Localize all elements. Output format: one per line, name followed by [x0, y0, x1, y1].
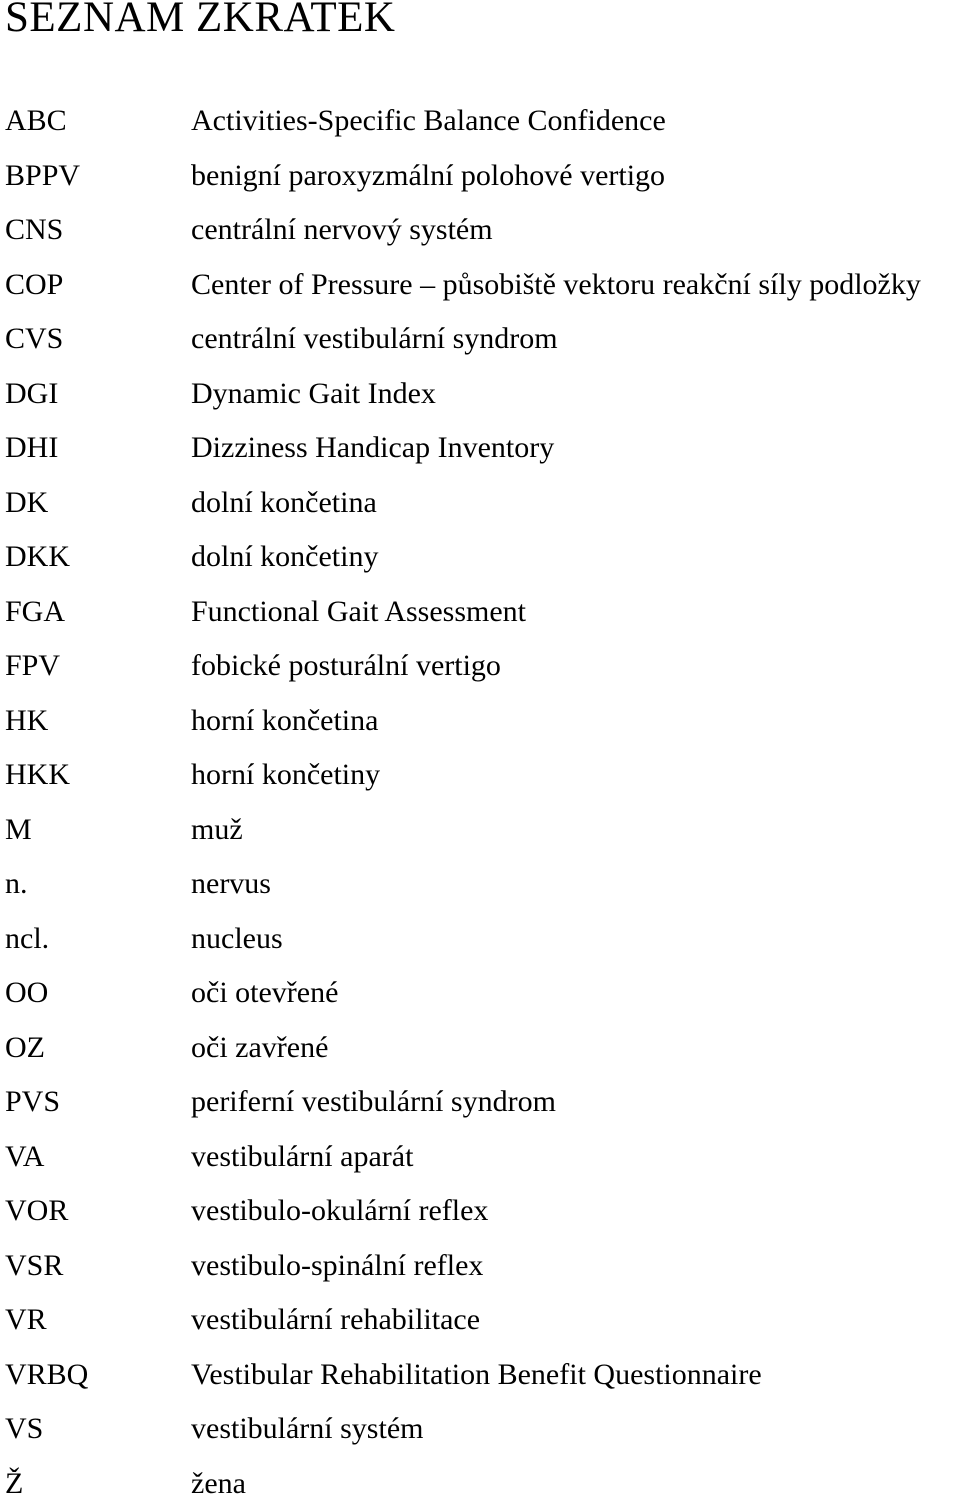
abbreviation-row	[0, 312, 960, 367]
abbreviation-term: DKK	[5, 530, 70, 585]
abbreviation-meaning: žena	[191, 1457, 246, 1511]
abbreviation-row	[0, 1075, 960, 1130]
abbreviation-row	[0, 585, 960, 640]
abbreviation-meaning: Center of Pressure – působiště vektoru reakční síly podložky	[191, 258, 921, 313]
abbreviation-meaning: vestibulární rehabilitace	[191, 1293, 480, 1348]
abbreviation-term: VR	[5, 1293, 47, 1348]
abbreviation-meaning: Functional Gait Assessment	[191, 585, 526, 640]
abbreviation-term: BPPV	[5, 149, 80, 204]
abbreviation-term: FPV	[5, 639, 60, 694]
abbreviation-row	[0, 694, 960, 749]
abbreviation-meaning: vestibulární systém	[191, 1402, 423, 1457]
abbreviation-term: CVS	[5, 312, 63, 367]
abbreviation-term: DGI	[5, 367, 58, 422]
abbreviation-term: VA	[5, 1130, 44, 1185]
abbreviation-meaning: Dynamic Gait Index	[191, 367, 436, 422]
abbreviation-row	[0, 1021, 960, 1076]
abbreviation-row	[0, 367, 960, 422]
abbreviation-term: OO	[5, 966, 48, 1021]
abbreviation-meaning: muž	[191, 803, 243, 858]
abbreviation-meaning: dolní končetina	[191, 476, 377, 531]
abbreviation-row	[0, 748, 960, 803]
abbreviation-term: M	[5, 803, 32, 858]
abbreviation-row	[0, 857, 960, 912]
abbreviation-row	[0, 94, 960, 149]
abbreviation-meaning: benigní paroxyzmální polohové vertigo	[191, 149, 665, 204]
abbreviation-term: VRBQ	[5, 1348, 88, 1403]
abbreviation-row	[0, 1402, 960, 1457]
abbreviation-term: VSR	[5, 1239, 63, 1294]
abbreviation-term: DK	[5, 476, 48, 531]
abbreviation-term: HK	[5, 694, 48, 749]
abbreviation-term: DHI	[5, 421, 58, 476]
abbreviation-term: ABC	[5, 94, 67, 149]
abbreviation-meaning: oči otevřené	[191, 966, 338, 1021]
abbreviation-row	[0, 1293, 960, 1348]
abbreviation-meaning: horní končetina	[191, 694, 378, 749]
abbreviation-row	[0, 1130, 960, 1185]
abbreviation-meaning: periferní vestibulární syndrom	[191, 1075, 556, 1130]
abbreviation-term: VS	[5, 1402, 43, 1457]
abbreviation-row	[0, 912, 960, 967]
abbreviation-term: OZ	[5, 1021, 45, 1076]
abbreviation-row	[0, 149, 960, 204]
abbreviation-meaning: oči zavřené	[191, 1021, 328, 1076]
abbreviation-term: Ž	[5, 1457, 23, 1511]
abbreviation-row	[0, 476, 960, 531]
abbreviation-meaning: vestibulo-okulární reflex	[191, 1184, 488, 1239]
abbreviation-row	[0, 639, 960, 694]
abbreviation-meaning: fobické posturální vertigo	[191, 639, 501, 694]
abbreviation-term: HKK	[5, 748, 70, 803]
abbreviation-term: ncl.	[5, 912, 49, 967]
abbreviation-meaning: Activities-Specific Balance Confidence	[191, 94, 666, 149]
abbreviation-row	[0, 1239, 960, 1294]
abbreviation-meaning: horní končetiny	[191, 748, 380, 803]
abbreviation-meaning: Vestibular Rehabilitation Benefit Questionnaire	[191, 1348, 762, 1403]
abbreviation-meaning: vestibulo-spinální reflex	[191, 1239, 483, 1294]
abbreviation-term: VOR	[5, 1184, 68, 1239]
abbreviation-row	[0, 530, 960, 585]
abbreviation-meaning: nucleus	[191, 912, 283, 967]
abbreviation-meaning: vestibulární aparát	[191, 1130, 413, 1185]
abbreviation-meaning: centrální vestibulární syndrom	[191, 312, 558, 367]
abbreviation-term: CNS	[5, 203, 63, 258]
abbreviation-meaning: nervus	[191, 857, 271, 912]
page-title: SEZNAM ZKRATEK	[5, 0, 395, 42]
abbreviation-row	[0, 1457, 960, 1511]
abbreviation-row	[0, 1184, 960, 1239]
abbreviation-row	[0, 803, 960, 858]
abbreviation-row	[0, 258, 960, 313]
abbreviation-term: n.	[5, 857, 28, 912]
abbreviation-row	[0, 421, 960, 476]
abbreviation-row	[0, 1348, 960, 1403]
abbreviation-row	[0, 966, 960, 1021]
abbreviation-row	[0, 203, 960, 258]
abbreviation-meaning: Dizziness Handicap Inventory	[191, 421, 554, 476]
abbreviation-meaning: dolní končetiny	[191, 530, 378, 585]
abbreviation-list	[0, 94, 960, 1511]
abbreviation-meaning: centrální nervový systém	[191, 203, 493, 258]
abbreviation-term: COP	[5, 258, 63, 313]
abbreviation-term: FGA	[5, 585, 65, 640]
abbreviation-term: PVS	[5, 1075, 60, 1130]
